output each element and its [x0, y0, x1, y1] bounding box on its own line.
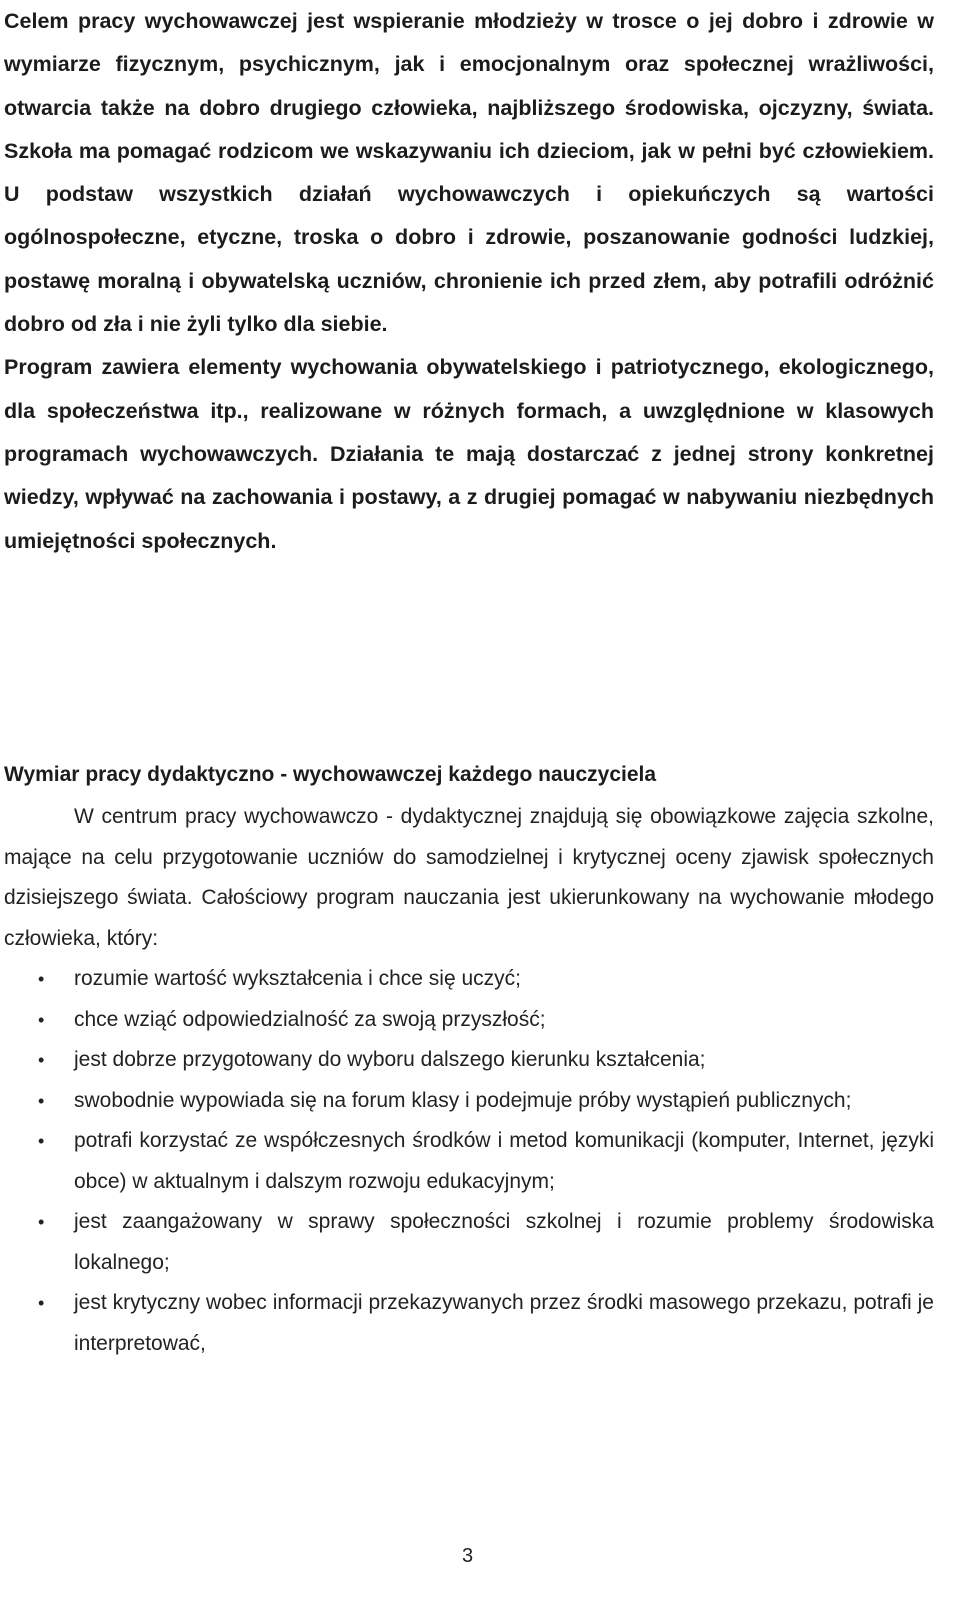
list-item-text: jest krytyczny wobec informacji przekazywanych przez środki masowego przekazu, potrafi je interpretować,: [74, 1291, 934, 1355]
bullet-icon: •: [38, 1212, 45, 1232]
bullet-icon: •: [38, 1131, 45, 1151]
list-item: [4, 1121, 934, 1202]
bullet-icon: •: [38, 1293, 45, 1313]
intro-bold-text: [4, 0, 934, 563]
outcomes-list: [4, 959, 934, 1364]
list-item-text: jest zaangażowany w sprawy społeczności szkolnej i rozumie problemy środowiska lokalnego;: [74, 1210, 934, 1274]
section-body: [4, 797, 934, 1364]
list-item-text: chce wziąć odpowiedzialność za swoją przyszłość;: [74, 1007, 546, 1031]
list-item: [4, 959, 934, 1000]
list-item: [4, 1081, 934, 1122]
bullet-icon: •: [38, 969, 45, 989]
bullet-icon: •: [38, 1009, 45, 1030]
intro-paragraph-1: Celem pracy wychowawczej jest wspieranie młodzieży w trosce o jej dobro i zdrowie w wymiarze fizycznym, psychicznym, jak i emocjonalnym oraz społecznej wrażliwości, otwarcia także na dobro drugiego człowieka, najbliższego środowiska, ojczyzny, świata. Szkoła ma pomagać rodzicom we wskazywaniu ich dzieciom, jak w pełni być człowiekiem. U podstaw wszystkich działań wychowawczych i opiekuńczych są wartości ogólnospołeczne, etyczne, troska o dobro i zdrowie, poszanowanie godności ludzkiej, postawę moralną i obywatelską uczniów, chronienie ich przed złem, aby potrafili odróżnić dobro od zła i nie żyli tylko dla siebie.: [4, 9, 934, 337]
intro-paragraph-2: Program zawiera elementy wychowania obywatelskiego i patriotycznego, ekologicznego, dla społeczeństwa itp., realizowane w różnych formach, a uwzględnione w klasowych programach wychowawczych. Działania te mają dostarczać z jednej strony konkretnej wiedzy, wpływać na zachowania i postawy, a z drugiej pomagać w nabywaniu niezbędnych umiejętności społecznych.: [4, 355, 934, 553]
bullet-icon: •: [38, 1050, 45, 1070]
list-item-text: jest dobrze przygotowany do wyboru dalszego kierunku kształcenia;: [74, 1048, 706, 1071]
section-heading: Wymiar pracy dydaktyczno - wychowawczej każdego nauczyciela: [4, 763, 657, 786]
list-item: [4, 1040, 934, 1081]
bullet-icon: •: [38, 1090, 45, 1111]
page-number: 3: [462, 1545, 474, 1567]
list-item: [4, 1202, 934, 1283]
list-item-text: swobodnie wypowiada się na forum klasy i podejmuje próby wystąpień publicznych;: [74, 1088, 852, 1112]
list-item-text: rozumie wartość wykształcenia i chce się uczyć;: [74, 967, 521, 990]
list-item: [4, 1283, 934, 1364]
list-item-text: potrafi korzystać ze współczesnych środków i metod komunikacji (komputer, Internet, języki obce) w aktualnym i dalszym rozwoju edukacyjnym;: [74, 1129, 934, 1193]
section-intro-paragraph: W centrum pracy wychowawczo - dydaktycznej znajdują się obowiązkowe zajęcia szkolne, mające na celu przygotowanie uczniów do samodzielnej i krytycznej oceny zjawisk społecznych dzisiejszego świata. Całościowy program nauczania jest ukierunkowany na wychowanie młodego człowieka, który:: [4, 805, 934, 950]
list-item: [4, 1000, 934, 1041]
